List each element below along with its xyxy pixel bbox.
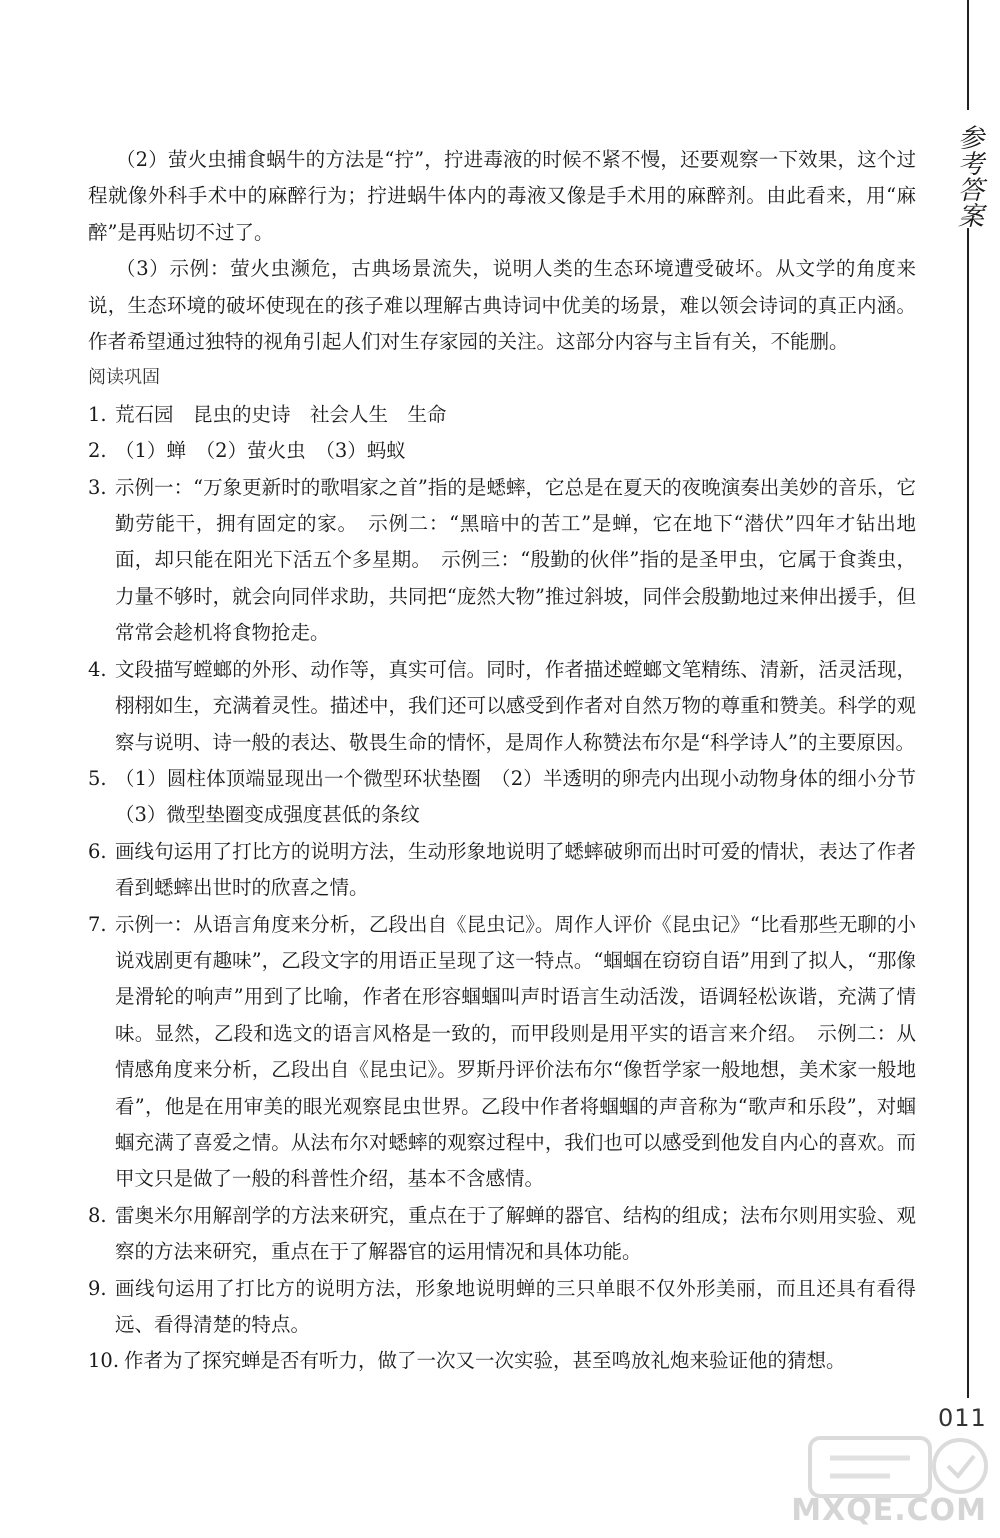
answer-item: [88, 397, 916, 433]
answer-paragraph: （2）萤火虫捕食蜗牛的方法是“拧”，拧进毒液的时候不紧不慢，还要观察一下效果，这个过程就像外科手术中的麻醉行为；拧进蜗牛体内的毒液又像是手术用的麻醉剂。由此看来，用“麻醉”是再贴切不过了。: [88, 148, 916, 244]
item-number: 5.: [88, 766, 107, 790]
answer-item: [88, 907, 916, 1198]
sidebar-title: [951, 126, 991, 230]
sidebar-title-char: 案: [957, 202, 984, 232]
item-number: 3.: [88, 475, 107, 499]
item-text: 作者为了探究蝉是否有听力，做了一次又一次实验，甚至鸣放礼炮来验证他的猜想。: [124, 1349, 846, 1373]
sidebar-title-char: 考: [957, 150, 984, 180]
item-number: 8.: [88, 1203, 107, 1227]
item-text: （1）圆柱体顶端显现出一个微型环状垫圈 （2）半透明的卵壳内出现小动物身体的细小分节 （3）微型垫圈变成强度甚低的条纹: [115, 766, 936, 827]
sidebar-title-char: 参: [957, 124, 984, 154]
answer-content: [88, 142, 936, 1380]
item-text: （1）蝉 （2）萤火虫 （3）蚂蚁: [115, 439, 406, 463]
sidebar-rule-top: [967, 0, 969, 110]
item-text: 示例一：“万象更新时的歌唱家之首”指的是蟋蟀，它总是在夏天的夜晚演奏出美妙的音乐，它勤劳能干，拥有固定的家。 示例二：“黑暗中的苦工”是蝉，它在地下“潜伏”四年才钻出地面，却只能在阳光下活五个多星期。 示例三：“殷勤的伙伴”指的是圣甲虫，它属于食粪虫，力量不够时，就会向同伴求助，共同把“庞然大物”推过斜坡，同伴会殷勤地过来伸出援手，但常常会趁机将食物抢走。: [115, 475, 916, 645]
item-number: 1.: [88, 402, 107, 426]
item-text: 画线句运用了打比方的说明方法，生动形象地说明了蟋蟀破卵而出时可爱的情状，表达了作者看到蟋蟀出世时的欣喜之情。: [115, 839, 916, 900]
answer-item: [88, 834, 916, 907]
item-number: 9.: [88, 1276, 107, 1300]
item-number: 7.: [88, 912, 107, 936]
answer-item: [88, 470, 916, 652]
section-heading: 阅读巩固: [88, 367, 160, 389]
item-text: 雷奥米尔用解剖学的方法来研究，重点在于了解蝉的器官、结构的组成；法布尔则用实验、观察的方法来研究，重点在于了解器官的运用情况和具体功能。: [115, 1203, 916, 1264]
answer-paragraph: （3）示例：萤火虫濒危，古典场景流失，说明人类的生态环境遭受破坏。从文学的角度来说，生态环境的破坏使现在的孩子难以理解古典诗词中优美的场景，难以领会诗词的真正内涵。作者希望通过独特的视角引起人们对生存家园的关注。这部分内容与主旨有关，不能删。: [88, 257, 916, 354]
sidebar-title-char: 答: [957, 176, 984, 206]
item-number: 6.: [88, 839, 107, 863]
watermark-logo: [791, 1418, 995, 1534]
answer-item: [88, 1271, 916, 1344]
item-text: 文段描写螳螂的外形、动作等，真实可信。同时，作者描述螳螂文笔精练、清新，活灵活现，栩栩如生，充满着灵性。描述中，我们还可以感受到作者对自然万物的尊重和赞美。科学的观察与说明、诗一般的表达、敬畏生命的情怀，是周作人称赞法布尔是“科学诗人”的主要原因。: [115, 657, 916, 754]
sidebar-rule-bottom: [967, 228, 969, 1398]
item-text: 画线句运用了打比方的说明方法，形象地说明蝉的三只单眼不仅外形美丽，而且还具有看得远、看得清楚的特点。: [115, 1276, 916, 1336]
page-number: 011: [938, 1404, 987, 1432]
answer-item: [88, 652, 916, 761]
watermark-text: MXQE.COM: [791, 1493, 987, 1528]
item-number: 4.: [88, 657, 107, 681]
item-text: 荒石园 昆虫的史诗 社会人生 生命: [115, 402, 447, 426]
answer-item: [88, 761, 936, 834]
item-text: 示例一：从语言角度来分析，乙段出自《昆虫记》。周作人评价《昆虫记》“比看那些无聊的小说戏剧更有趣味”，乙段文字的用语正呈现了这一特点。“蝈蝈在窃窃自语”用到了拟人，“那像是滑轮的响声”用到了比喻，作者在形容蝈蝈叫声时语言生动活泼，语调轻松诙谐，充满了情味。显然，乙段和选文的语言风格是一致的，而甲段则是用平实的语言来介绍。 示例二：从情感角度来分析，乙段出自《昆虫记》。罗斯丹评价法布尔“像哲学家一般地想，美术家一般地看”，他是在用审美的眼光观察昆虫世界。乙段中作者将蝈蝈的声音称为“歌声和乐段”，对蝈蝈充满了喜爱之情。从法布尔对蟋蟀的观察过程中，我们也可以感受到他发自内心的喜欢。而甲文只是做了一般的科普性介绍，基本不含感情。: [115, 912, 916, 1191]
answer-item: [88, 1343, 916, 1379]
item-number: 2.: [88, 439, 107, 463]
answer-item: [88, 1198, 916, 1271]
answer-item: [88, 433, 916, 469]
item-number: 10.: [88, 1349, 120, 1373]
